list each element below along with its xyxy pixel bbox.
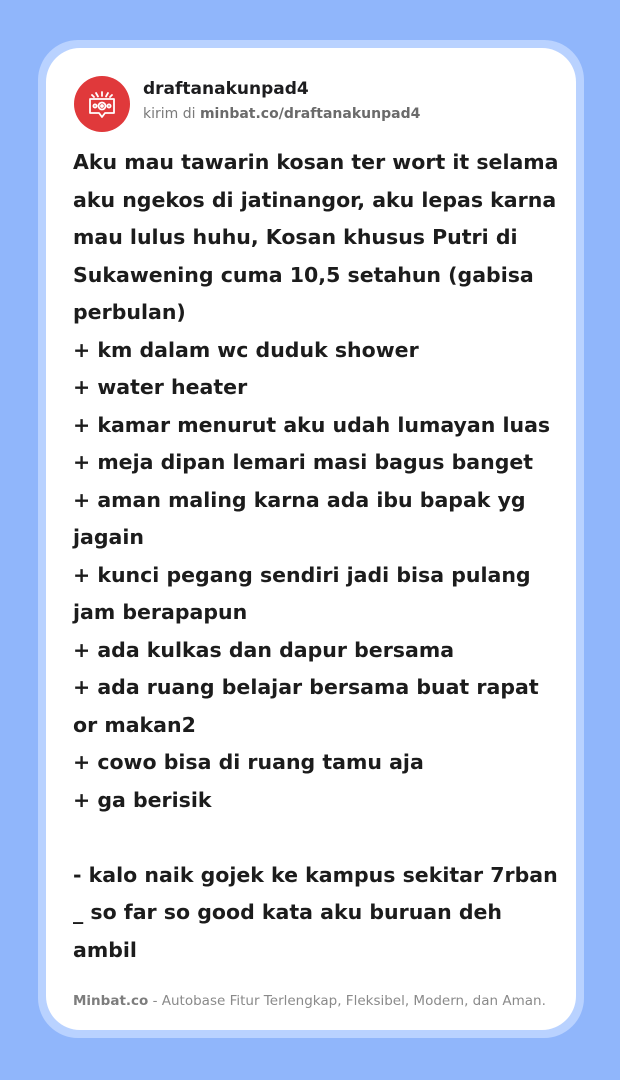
post-line: + cowo bisa di ruang tamu aja [73, 750, 424, 774]
post-line [73, 819, 563, 857]
post-line: + kunci pegang sendiri jadi bisa pulang [73, 562, 531, 587]
sent-prefix: kirim di [143, 106, 200, 122]
post-line: + ga berisik [73, 787, 212, 812]
post-body [73, 144, 563, 969]
avatar[interactable] [74, 76, 130, 132]
post-line: jagain [73, 525, 144, 549]
post-line: perbulan) [73, 300, 186, 324]
post-line: + aman maling karna ada ibu bapak yg [73, 487, 526, 512]
footer-brand[interactable]: Minbat.co [73, 993, 149, 1009]
post-line: _ so far so good kata aku buruan deh [73, 900, 503, 924]
post-line: - kalo naik gojek ke kampus sekitar 7rban [73, 862, 558, 887]
post-line: + kamar menurut aku udah lumayan luas [73, 412, 551, 437]
post-line: + ada ruang belajar bersama buat rapat [73, 675, 539, 699]
post-line: + km dalam wc duduk shower [73, 337, 419, 362]
post-line: + ada kulkas dan dapur bersama [73, 637, 455, 662]
footer-tagline: - Autobase Fitur Terlengkap, Fleksibel, Modern, dan Aman. [148, 993, 546, 1009]
post-line: aku ngekos di jatinangor, aku lepas karna [73, 187, 557, 212]
footer [73, 993, 546, 1009]
post-line: + meja dipan lemari masi bagus banget [73, 450, 534, 474]
sent-link[interactable]: minbat.co/draftanakunpad4 [199, 106, 421, 122]
post-line: or makan2 [73, 712, 196, 737]
post-line: Aku mau tawarin kosan ter wort it selama [73, 150, 559, 174]
post-line: ambil [73, 937, 137, 962]
sent-via [143, 106, 420, 122]
post-line: + water heater [73, 375, 248, 399]
post-card [46, 48, 576, 1030]
minbat-logo-icon [82, 84, 122, 124]
post-line: jam berapapun [73, 600, 248, 624]
post-line: mau lulus huhu, Kosan khusus Putri di [73, 225, 518, 249]
post-line: Sukawening cuma 10,5 setahun (gabisa [73, 262, 534, 287]
username[interactable]: draftanakunpad4 [143, 79, 309, 99]
